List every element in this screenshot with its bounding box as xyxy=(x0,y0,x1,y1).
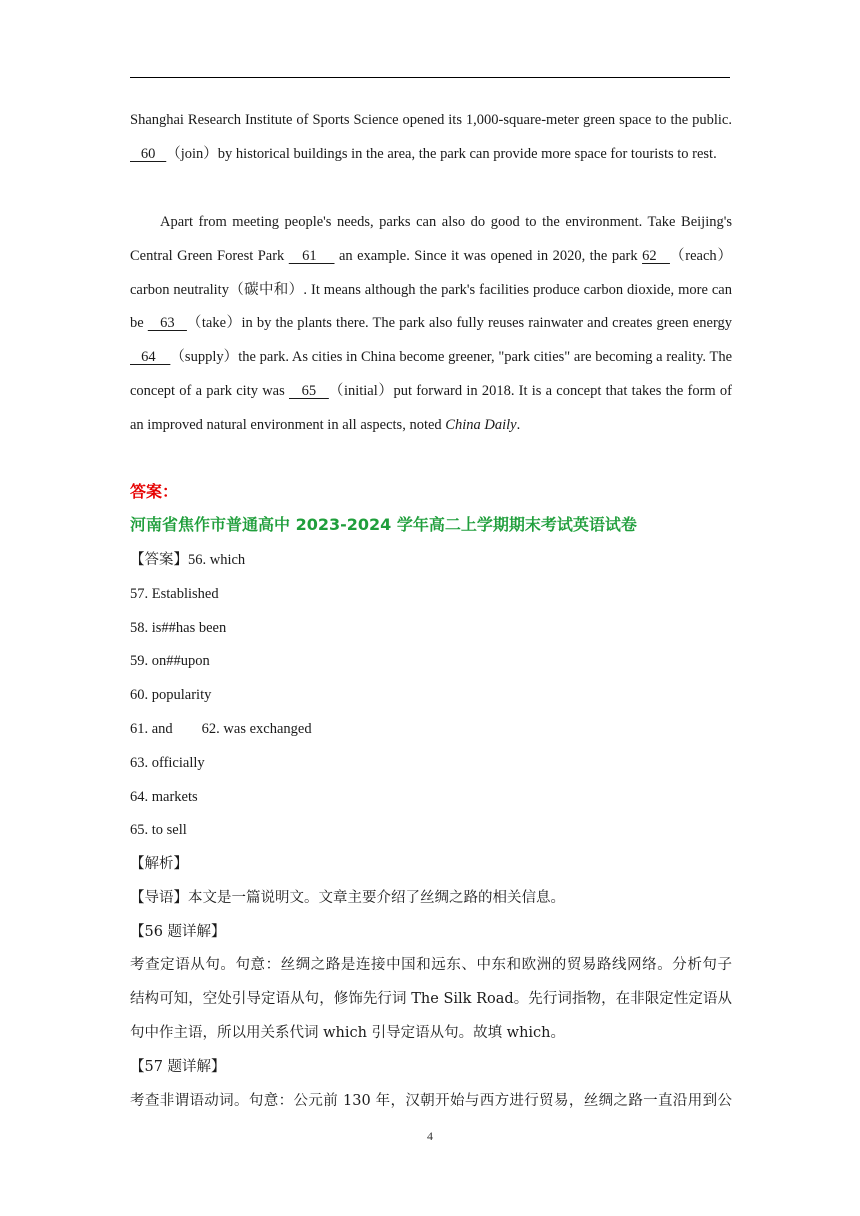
passage-text: an example. Since it was opened in 2020, the park xyxy=(334,247,643,264)
blank-64: 64 xyxy=(130,349,171,366)
source-name: China Daily xyxy=(445,416,517,433)
analysis-label: 【解析】 xyxy=(130,856,188,872)
answer-item: 61. and 62. was exchanged xyxy=(130,720,312,737)
passage-text: Shanghai Research Institute of Sports Science opened its 1,000-square-meter green space to the public. xyxy=(130,112,732,128)
passage-text: . xyxy=(516,416,521,433)
blank-61: 61 xyxy=(288,247,335,264)
answer-item: 60. popularity xyxy=(130,687,212,704)
answer-item: 59. on##upon xyxy=(130,653,210,670)
passage-text: （initial）put forward in 2018. It is a concept that takes the form of an improved natural environment in all aspects, noted xyxy=(130,382,733,433)
passage-text: Apart from meeting people's needs, parks can also do good to the environment. Take Beijing's Central Green Forest Park xyxy=(130,214,732,264)
page-number: 4 xyxy=(427,1129,433,1143)
answers-heading: 答案： xyxy=(130,482,179,501)
passage-paragraph-1 xyxy=(130,104,732,172)
q56-heading: 【56 题详解】 xyxy=(130,923,226,940)
passage-text: （supply）the park. As cities in China become greener, "park cities" are becoming a reality. The concept of a park city was xyxy=(130,349,732,399)
passage-text: （take）in by the plants there. The park also fully reuses rainwater and creates green energy xyxy=(186,315,733,332)
answer-list xyxy=(130,544,732,848)
blank-63: 63 xyxy=(147,315,187,332)
blank-60: 60 xyxy=(130,145,167,162)
q57-heading: 【57 题详解】 xyxy=(130,1058,226,1075)
q56-explanation-line: 句中作主语，所以用关系代词 which 引导定语从句。故填 which。 xyxy=(130,1024,566,1041)
blank-62: 62 xyxy=(642,247,670,264)
answer-item: 64. markets xyxy=(130,788,198,805)
passage-paragraph-2 xyxy=(130,206,732,443)
analysis-intro: 【导语】本文是一篇说明文。文章主要介绍了丝绸之路的相关信息。 xyxy=(130,889,565,906)
answer-item: 65. to sell xyxy=(130,822,187,839)
passage-text: （join）by historical buildings in the area, the park can provide more space for tourists to rest. xyxy=(166,145,717,162)
answer-item: 57. Established xyxy=(130,585,219,602)
answer-item: 63. officially xyxy=(130,754,205,771)
q57-explanation-line: 考查非谓语动词。句意：公元前 130 年，汉朝开始与西方进行贸易，丝绸之路一直沿用到公 xyxy=(130,1092,732,1109)
blank-65: 65 xyxy=(289,382,329,399)
q56-explanation-line: 结构可知，空处引导定语从句，修饰先行词 The Silk Road。先行词指物，在非限定性定语从 xyxy=(130,991,732,1008)
exam-source-title: 河南省焦作市普通高中 2023-2024 学年高二上学期期末考试英语试卷 xyxy=(130,515,637,534)
q56-explanation-line: 考查定语从句。句意：丝绸之路是连接中国和远东、中东和欧洲的贸易路线网络。分析句子 xyxy=(130,957,732,974)
answer-item: 58. is##has been xyxy=(130,619,227,636)
passage-text: （reach）carbon neutrality（碳中和）. It means although the park's facilities produce carbon dioxide, more can be xyxy=(130,247,733,332)
answer-item: 【答案】56. which xyxy=(130,552,246,568)
header-rule xyxy=(130,77,730,78)
analysis-section xyxy=(130,848,732,1118)
